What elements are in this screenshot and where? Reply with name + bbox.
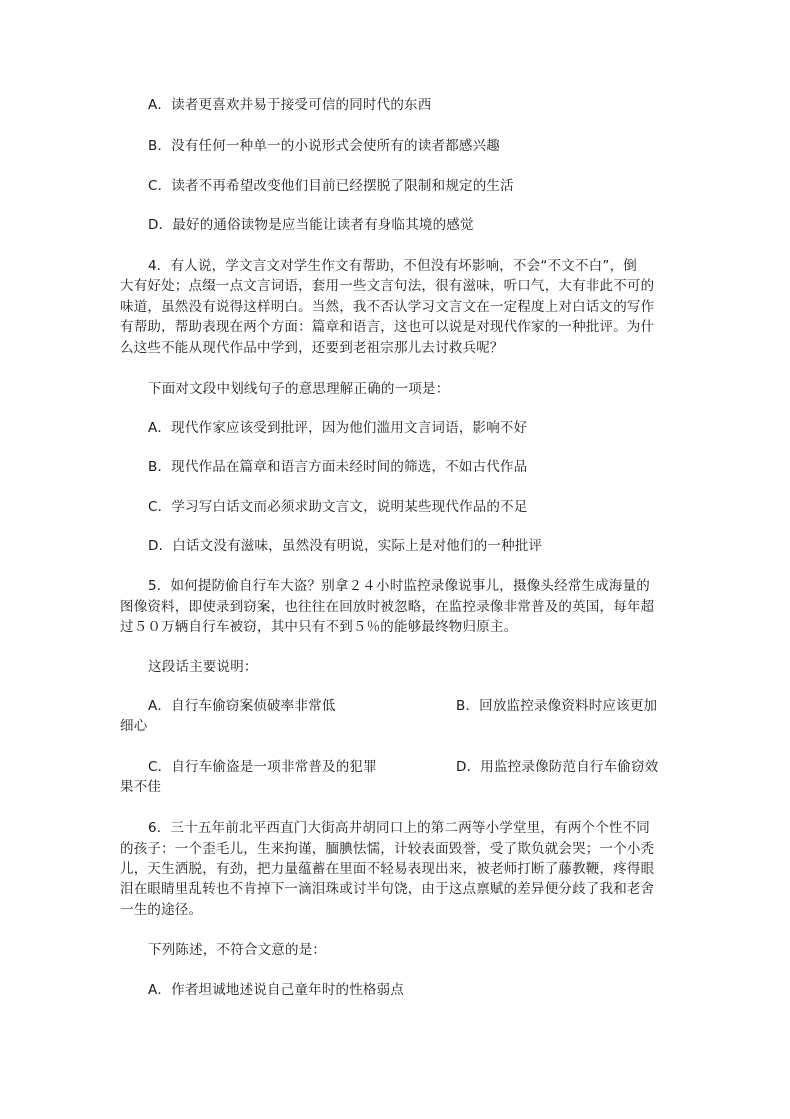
- q4-line-3: 味道，虽然没有说得这样明白。当然，我不否认学习文言文在一定程度上对白话文的写作: [120, 299, 655, 315]
- q4-option-c: C．学习写白话文而必须求助文言文，说明某些现代作品的不足: [148, 499, 528, 515]
- q3-option-a: A．读者更喜欢并易于接受可信的同时代的东西: [148, 97, 432, 113]
- q5-option-b-continued: 细心: [120, 718, 148, 734]
- q4-line-5: 么这些不能从现代作品中学到，还要到老祖宗那儿去讨救兵呢？: [120, 340, 504, 356]
- q3-option-c: C．读者不再希望改变他们目前已经摆脱了限制和规定的生活: [148, 178, 514, 194]
- q6-prompt: 下列陈述，不符合文意的是：: [148, 942, 327, 958]
- q6-line-1: 6．三十五年前北平西直门大街高井胡同口上的第二两等小学堂里，有两个个性不同: [148, 820, 650, 836]
- q5-option-b: B．回放监控录像资料时应该更加: [456, 698, 658, 714]
- q4-option-d: D．白话文没有滋味，虽然没有明说，实际上是对他们的一种批评: [148, 538, 543, 554]
- q3-option-d: D．最好的通俗读物是应当能让读者有身临其境的感觉: [148, 217, 474, 233]
- q4-line-2: 大有好处；点缀一点文言词语，套用一些文言句法，很有滋味，听口气，大有非此不可的: [120, 278, 655, 294]
- q5-prompt: 这段话主要说明：: [148, 659, 258, 675]
- q6-line-3: 儿，天生洒脱，有劲，把力量蕴蓄在里面不轻易表现出来，被老师打断了藤教鞭，疼得眼: [120, 861, 655, 877]
- q5-line-3: 过５０万辆自行车被窃，其中只有不到５％的能够最终物归原主。: [120, 619, 518, 635]
- q5-option-d: D．用监控录像防范自行车偷窃效: [456, 759, 659, 775]
- q6-option-a: A．作者坦诚地述说自己童年时的性格弱点: [148, 982, 405, 998]
- q5-option-d-continued: 果不佳: [120, 779, 162, 795]
- q5-option-a: A．自行车偷窃案侦破率非常低: [148, 698, 336, 714]
- q5-line-1: 5．如何提防偷自行车大盗？别拿２４小时监控录像说事儿，摄像头经常生成海量的: [148, 578, 650, 594]
- q6-line-5: 一生的途径。: [120, 902, 203, 918]
- q4-line-1: 4．有人说，学文言文对学生作文有帮助，不但没有坏影响，不会“不文不白”，倒: [148, 258, 637, 274]
- q4-option-a: A．现代作家应该受到批评，因为他们滥用文言词语，影响不好: [148, 420, 528, 436]
- q4-prompt: 下面对文段中划线句子的意思理解正确的一项是：: [148, 381, 450, 397]
- q6-line-2: 的孩子：一个歪毛儿，生来拘谨，腼腆怯懦，计较表面毁誉，受了欺负就会哭；一个小秃: [120, 841, 655, 857]
- q4-option-b: B．现代作品在篇章和语言方面未经时间的筛选，不如古代作品: [148, 459, 528, 475]
- q3-option-b: B．没有任何一种单一的小说形式会使所有的读者都感兴趣: [148, 138, 500, 154]
- q6-line-4: 泪在眼睛里乱转也不肯掉下一滴泪珠或讨半句饶，由于这点禀赋的差异便分歧了我和老舍: [120, 881, 655, 897]
- q5-line-2: 图像资料，即使录到窃案，也往往在回放时被忽略，在监控录像非常普及的英国，每年超: [120, 599, 655, 615]
- q5-option-c: C．自行车偷盗是一项非常普及的犯罪: [148, 759, 377, 775]
- q4-line-4: 有帮助，帮助表现在两个方面：篇章和语言，这也可以说是对现代作家的一种批评。为什: [120, 319, 655, 335]
